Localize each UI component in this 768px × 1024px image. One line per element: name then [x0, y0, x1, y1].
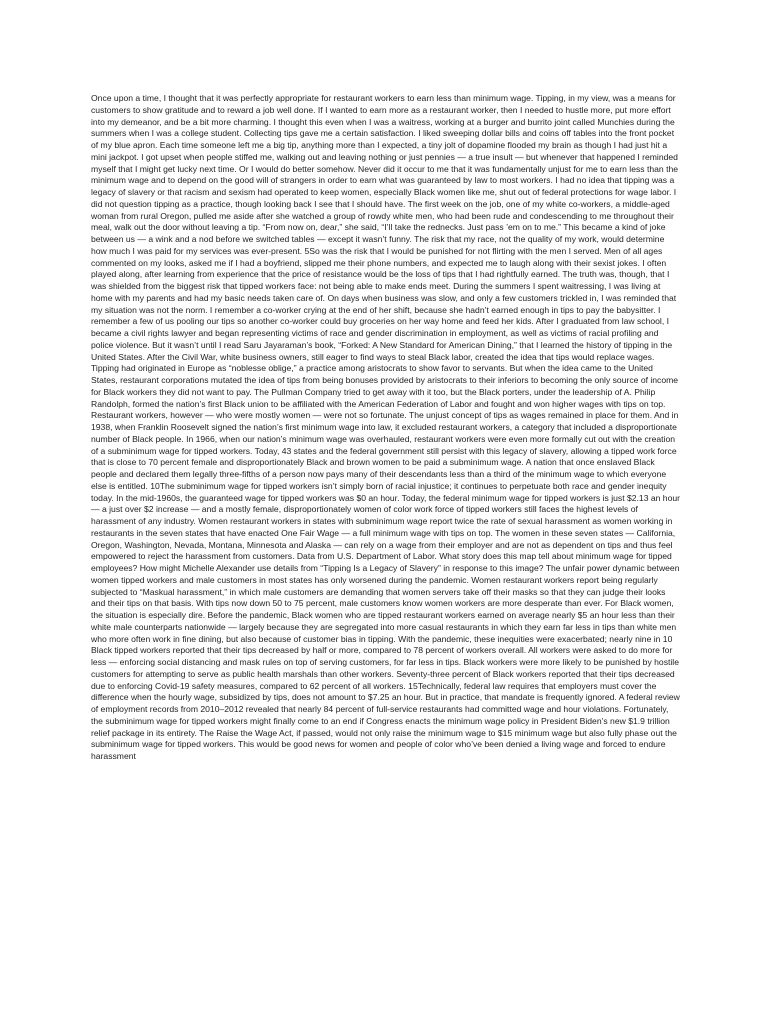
body-paragraph: Once upon a time, I thought that it was perfectly appropriate for restaurant workers to earn less than minimum wage. Tipping, in my view, was a means for customers to show gratitude and to reward a job well done. If I wanted to earn more as a restaurant worker, then I needed to hustle more, put more effort into my demeanor, and be a bit more charming. I thought this even when I was a waitress, working at a burger and burrito joint called Munchies during the summers when I was a college student. Collecting tips gave me a certain satisfaction. I liked sweeping dollar bills and coins off tables into the front pocket of my blue apron. Each time someone left me a big tip, anything more than I expected, a tiny jolt of dopamine flooded my brain as though I had just hit a mini jackpot. I got upset when people stiffed me, walking out and leaving nothing or just pennies — a true insult — but whenever that happened I reminded myself that I might get lucky next time. Or I would do better somehow. Never did it occur to me that it was fundamentally unjust for me to earn less than the minimum wage and to depend on the good will of strangers in order to earn what was guaranteed by law to most workers. I had no idea that tipping was a legacy of slavery or that racism and sexism had operated to keep women, especially Black women like me, shut out of federal protections for wage labor. I did not question tipping as a practice, though looking back I see that I should have. The first week on the job, one of my white co-workers, a middle-aged woman from rural Oregon, pulled me aside after she watched a group of rowdy white men, who had been rude and condescending to me throughout their meal, walk out the door without leaving a tip. “From now on, dear,” she said, “I’ll take the rednecks. Just pass ’em on to me.” This became a kind of joke between us — a wink and a nod before we switched tables — except it wasn’t funny. The risk that my race, not the quality of my work, would determine how much I was paid for my services was ever-present. 5So was the risk that I would be punished for not flirting with the men I served. Men of all ages commented on my looks, asked me if I had a boyfriend, slipped me their phone numbers, and expected me to laugh along with their sexist jokes. I often played along, after learning from experience that the price of resistance would be the loss of tips that I had rightfully earned. The truth was, though, that I was shielded from the biggest risk that tipped workers face: not being able to make ends meet. During the summers I spent waitressing, I was living at home with my parents and had my basic needs taken care of. On days when business was slow, and only a few customers trickled in, I was reminded that my situation was not the norm. I remember a co-worker crying at the end of her shift, because she hadn’t earned enough in tips to pay the babysitter. I remember a few of us pooling our tips so another co-worker could buy groceries on her way home and feed her kids. After I graduated from law school, I became a civil rights lawyer and began representing victims of race and gender discrimination in employment, as well as victims of racial profiling and police violence. But it wasn’t until I read Saru Jayaraman’s book, “Forked: A New Standard for American Dining,” that I learned the history of tipping in the United States. After the Civil War, white business owners, still eager to find ways to steal Black labor, created the idea that tips would replace wages. Tipping had originated in Europe as “noblesse oblige,” a practice among aristocrats to show favor to servants. But when the idea came to the United States, restaurant corporations mutated the idea of tips from being bonuses provided by aristocrats to their inferiors to becoming the only source of income for Black workers they did not want to pay. The Pullman Company tried to get away with it too, but the Black porters, under the leadership of A. Philip Randolph, formed the nation’s first Black union to be affiliated with the American Federation of Labor and fought and won higher wages with tips on top. Restaurant workers, however — who were mostly women — were not so fortunate. The unjust concept of tips as wages remained in place for them. And in 1938, when Franklin Roosevelt signed the nation’s first minimum wage into law, it excluded restaurant workers, a category that included a disproportionate number of Black people. In 1966, when our nation’s minimum wage was overhauled, restaurant workers were even more formally cut out with the creation of a subminimum wage for tipped workers. Today, 43 states and the federal government still persist with this legacy of slavery, allowing a tipped work force that is close to 70 percent female and disproportionately Black and brown women to be paid a subminimum wage. A nation that once enslaved Black people and declared them legally three-fifths of a person now pays many of their descendants less than a third of the minimum wage to which everyone else is entitled. 10The subminimum wage for tipped workers isn’t simply born of racial injustice; it continues to perpetuate both race and gender inequity today. In the mid-1960s, the guaranteed wage for tipped workers was $0 an hour. Today, the federal minimum wage for tipped workers is just $2.13 an hour — a just over $2 increase — and a mostly female, disproportionately women of color work force of tipped workers still faces the highest levels of harassment of any industry. Women restaurant workers in states with subminimum wage report twice the rate of sexual harassment as women working in restaurants in the seven states that have enacted One Fair Wage — a full minimum wage with tips on top. The women in these seven states — California, Oregon, Washington, Nevada, Montana, Minnesota and Alaska — can rely on a wage from their employer and are not as dependent on tips and thus feel empowered to reject the harassment from customers. Data from U.S. Department of Labor. What story does this map tell about minimum wage for tipped employees? How might Michelle Alexander use details from “Tipping Is a Legacy of Slavery” in response to this image? The unfair power dynamic between women tipped workers and male customers in most states has only worsened during the pandemic. Women restaurant workers report being regularly subjected to “Maskual harassment,” in which male customers are demanding that women servers take off their masks so that they can judge their looks and their tips on that basis. With tips now down 50 to 75 percent, male customers know women workers are more desperate than ever. For Black women, the situation is especially dire. Before the pandemic, Black women who are tipped restaurant workers earned on average nearly $5 an hour less than their white male counterparts nationwide — largely because they are segregated into more casual restaurants in which they earn far less in tips than white men who more often work in fine dining, but also because of customer bias in tipping. With the pandemic, these inequities were exacerbated; nearly nine in 10 Black tipped workers reported that their tips decreased by half or more, compared to 78 percent of workers overall. All workers were asked to do more for less — enforcing social distancing and mask rules on top of serving customers, for far less in tips. Black workers were more likely to be punished by hostile customers for attempting to serve as public health marshals than other workers. Seventy-three percent of Black workers reported that their tips decreased due to enforcing Covid-19 safety measures, compared to 62 percent of all workers. 15Technically, federal law requires that employers must cover the difference when the hourly wage, subsidized by tips, does not amount to $7.25 an hour. But in practice, that mandate is frequently ignored. A federal review of employment records from 2010–2012 revealed that nearly 84 percent of full-service restaurants had committed wage and hour violations. Fortunately, the subminimum wage for tipped workers might finally come to an end if Congress enacts the minimum wage policy in President Biden’s new $1.9 trillion relief package in its entirety. The Raise the Wage Act, if passed, would not only raise the minimum wage to $15 minimum wage but also fully phase out the subminimum wage for tipped workers. This would be good news for women and people of color who’ve been denied a living wage and forced to endure harassment [91, 93, 681, 761]
